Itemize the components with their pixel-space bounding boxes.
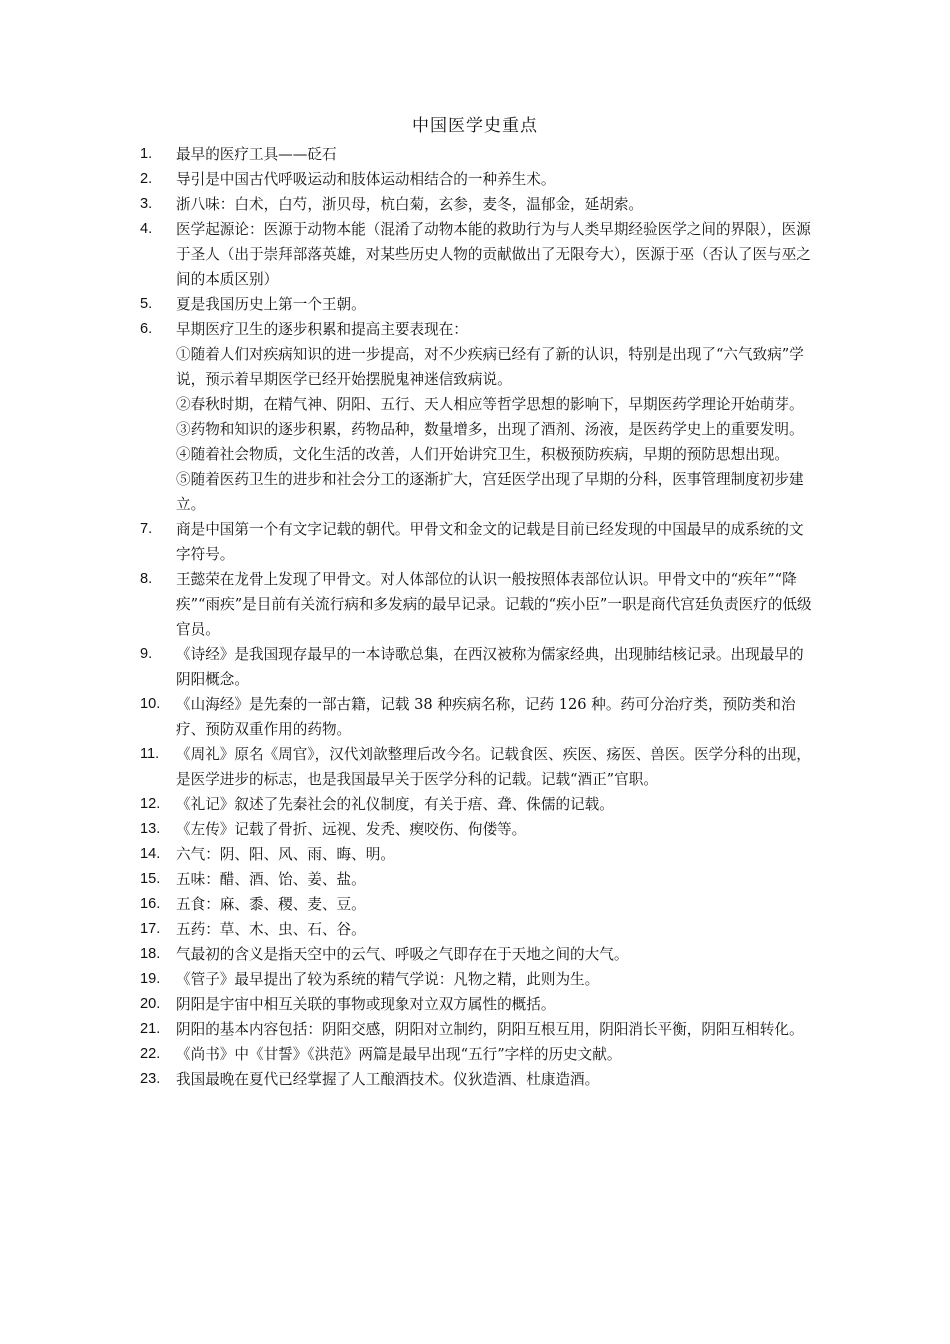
item-text: 阴阳是宇宙中相互关联的事物或现象对立双方属性的概括。 [176, 996, 556, 1013]
item-number: 10. [140, 696, 161, 712]
sub-point: ①随着人们对疾病知识的进一步提高，对不少疾病已经有了新的认识，特别是出现了“六气致病”学说，预示着早期医学已经开始摆脱鬼神迷信致病说。 [176, 346, 804, 388]
item-number: 9. [140, 646, 153, 662]
item-text: 五味：醋、酒、饴、姜、盐。 [176, 871, 366, 888]
item-number: 20. [140, 996, 161, 1012]
item-number: 2. [140, 171, 153, 187]
item-number: 15. [140, 871, 161, 887]
item-number: 7. [140, 521, 153, 537]
item-number: 1. [140, 146, 153, 162]
item-text: 导引是中国古代呼吸运动和肢体运动相结合的一种养生术。 [176, 171, 556, 188]
item-text: 五药：草、木、虫、石、谷。 [176, 921, 366, 938]
list-item [140, 642, 812, 692]
list-item [140, 1042, 812, 1067]
item-text: 王懿荣在龙骨上发现了甲骨文。对人体部位的认识一般按照体表部位认识。甲骨文中的“疾年”“降疾”“雨疾”是目前有关流行病和多发病的最早记录。记载的“疾小臣”一职是商代宫廷负责医疗的低级官员。 [176, 571, 812, 638]
item-text: 最早的医疗工具——砭石 [176, 146, 337, 163]
numbered-list [140, 142, 812, 1092]
sub-point: ③药物和知识的逐步积累，药物品种，数量增多，出现了酒剂、汤液，是医药学史上的重要发明。 [176, 421, 804, 438]
item-number: 14. [140, 846, 161, 862]
item-number: 23. [140, 1071, 161, 1087]
list-item [140, 817, 812, 842]
page-title: 中国医学史重点 [412, 116, 538, 136]
item-text: 《礼记》叙述了先秦社会的礼仪制度，有关于痦、聋、侏儒的记载。 [176, 796, 614, 813]
item-number: 12. [140, 796, 161, 812]
item-number: 5. [140, 296, 153, 312]
list-item [140, 792, 812, 817]
item-number: 21. [140, 1021, 161, 1037]
list-item [140, 292, 812, 317]
list-item [140, 142, 812, 167]
item-number: 4. [140, 221, 153, 237]
item-text: 医学起源论：医源于动物本能（混淆了动物本能的救助行为与人类早期经验医学之间的界限），医源于圣人（出于崇拜部落英雄，对某些历史人物的贡献做出了无限夸大），医源于巫（否认了医与巫之间的本质区别） [176, 221, 811, 288]
list-item [140, 842, 812, 867]
list-item [140, 517, 812, 567]
item-text: 我国最晚在夏代已经掌握了人工酿酒技术。仪狄造酒、杜康造酒。 [176, 1071, 600, 1088]
item-text: 《左传》记载了骨折、远视、发秃、瘈咬伤、佝偻等。 [176, 821, 527, 838]
list-item [140, 317, 812, 517]
item-text: 浙八味：白术，白芍，浙贝母，杭白菊，玄参，麦冬，温郁金，延胡索。 [176, 196, 644, 213]
item-number: 16. [140, 896, 161, 912]
item-number: 11. [140, 746, 160, 762]
item-text: 《尚书》中《甘誓》《洪范》两篇是最早出现“五行”字样的历史文献。 [176, 1046, 622, 1063]
sub-point: ⑤随着医药卫生的进步和社会分工的逐渐扩大，宫廷医学出现了早期的分科，医事管理制度初步建立。 [176, 471, 804, 513]
list-item [140, 892, 812, 917]
list-item [140, 692, 812, 742]
list-item [140, 192, 812, 217]
item-text: 《诗经》是我国现存最早的一本诗歌总集，在西汉被称为儒家经典，出现肺结核记录。出现最早的阴阳概念。 [176, 646, 804, 688]
list-item [140, 1067, 812, 1092]
item-number: 13. [140, 821, 161, 837]
item-text: 阴阳的基本内容包括：阴阳交感，阴阳对立制约，阴阳互根互用，阴阳消长平衡，阴阳互相转化。 [176, 1021, 804, 1038]
item-number: 19. [140, 971, 161, 987]
list-item [140, 742, 812, 792]
list-item [140, 942, 812, 967]
item-text: 五食：麻、黍、稷、麦、豆。 [176, 896, 366, 913]
sub-point: ②春秋时期，在精气神、阴阳、五行、天人相应等哲学思想的影响下，早期医药学理论开始萌芽。 [176, 396, 804, 413]
list-item [140, 992, 812, 1017]
list-item [140, 867, 812, 892]
item-text: 六气：阴、阳、风、雨、晦、明。 [176, 846, 395, 863]
item-text: 《管子》最早提出了较为系统的精气学说：凡物之精，此则为生。 [176, 971, 600, 988]
item-text: 气最初的含义是指天空中的云气、呼吸之气即存在于天地之间的大气。 [176, 946, 629, 963]
list-item [140, 917, 812, 942]
item-number: 22. [140, 1046, 161, 1062]
item-text: 夏是我国历史上第一个王朝。 [176, 296, 366, 313]
item-text: 早期医疗卫生的逐步积累和提高主要表现在： [176, 321, 468, 338]
item-number: 8. [140, 571, 153, 587]
list-item [140, 1017, 812, 1042]
item-text: 《山海经》是先秦的一部古籍，记载 38 种疾病名称，记药 126 种。药可分治疗类，预防类和治疗、预防双重作用的药物。 [176, 696, 796, 738]
item-number: 18. [140, 946, 161, 962]
sub-point: ④随着社会物质，文化生活的改善，人们开始讲究卫生，积极预防疾病，早期的预防思想出现。 [176, 446, 789, 463]
list-item [140, 217, 812, 292]
list-item [140, 567, 812, 642]
item-text: 商是中国第一个有文字记载的朝代。甲骨文和金文的记载是目前已经发现的中国最早的成系统的文字符号。 [176, 521, 804, 563]
list-item [140, 167, 812, 192]
list-item [140, 967, 812, 992]
item-number: 6. [140, 321, 153, 337]
item-number: 3. [140, 196, 153, 212]
item-text: 《周礼》原名《周官》，汉代刘歆整理后改今名。记载食医、疾医、疡医、兽医。医学分科的出现，是医学进步的标志，也是我国最早关于医学分科的记载。记载“酒正”官职。 [176, 746, 811, 788]
item-number: 17. [140, 921, 161, 937]
